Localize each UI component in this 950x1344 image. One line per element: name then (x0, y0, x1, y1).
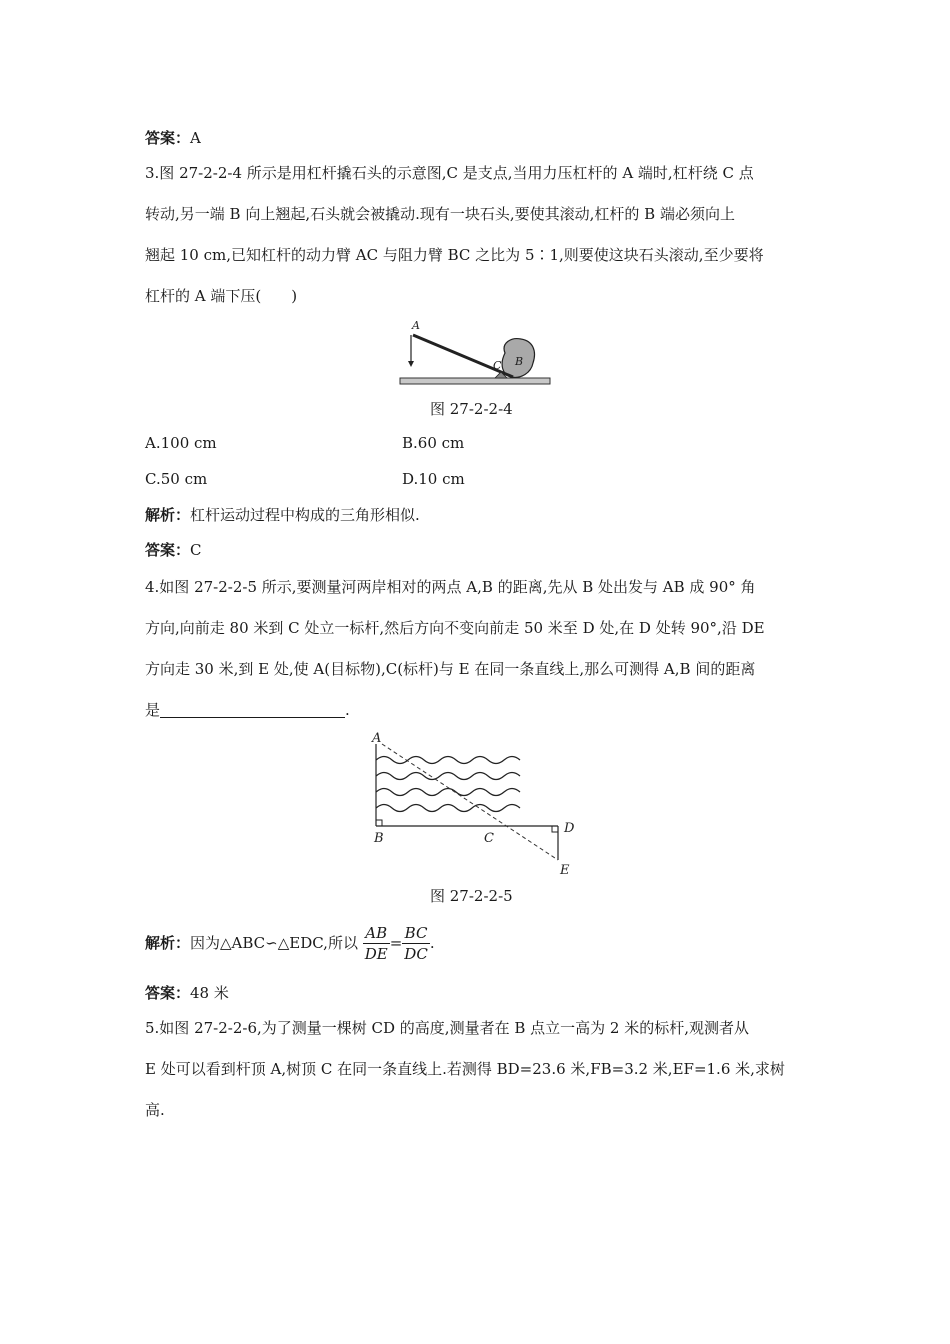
analysis-period: . (429, 934, 435, 952)
q3-analysis (145, 505, 420, 525)
fraction-ab-de-numerator: AB (363, 923, 390, 944)
force-arrowhead (408, 361, 414, 367)
ground (400, 378, 550, 384)
q3-analysis-text: 杠杆运动过程中构成的三角形相似. (190, 506, 420, 524)
q3-option-d: D.10 cm (402, 470, 465, 488)
q2-answer-label: 答案： (145, 129, 191, 147)
q4-analysis (145, 922, 435, 964)
river-figure (368, 730, 588, 878)
label-b: B (374, 831, 384, 846)
label-d: D (564, 821, 575, 836)
lever-figure (395, 315, 555, 390)
q4-analysis-text: 因为△ABC∽△EDC,所以 (190, 934, 358, 952)
label-b: B (515, 355, 524, 368)
q3-analysis-label: 解析： (145, 506, 191, 524)
q3-option-a: A.100 cm (145, 434, 217, 452)
fraction-bc-dc-numerator: BC (402, 923, 430, 944)
label-c: C (484, 831, 494, 846)
fraction-bc-dc-denominator: DC (404, 945, 428, 963)
fraction-ab-de-denominator: DE (364, 945, 388, 963)
equals-sign: = (389, 934, 403, 952)
answer-blank[interactable] (160, 701, 345, 718)
q4-line-4-prefix: 是 (145, 701, 161, 719)
q2-answer (145, 128, 201, 148)
q4-line-1: 4.如图 27-2-2-5 所示,要测量河两岸相对的两点 A,B 的距离,先从 B 处出发与 AB 成 90° 角 (145, 578, 756, 596)
label-a: A (372, 731, 382, 746)
q4-analysis-label: 解析： (145, 934, 191, 952)
q5-line-2: E 处可以看到杆顶 A,树顶 C 在同一条直线上.若测得 BD=23.6 米,FB=3.2 米,EF=1.6 米,求树 (145, 1060, 785, 1078)
right-angle-b (376, 820, 382, 826)
fraction-ab-de (363, 923, 390, 964)
q3-line-4: 杠杆的 A 端下压( ) (145, 287, 298, 305)
q4-line-2: 方向,向前走 80 米到 C 处立一标杆,然后方向不变向前走 50 米至 D 处,在 D 处转 90°,沿 DE (145, 619, 765, 637)
q3-answer-value: C (190, 541, 202, 559)
q4-figure-caption: 图 27-2-2-5 (430, 887, 513, 905)
label-a: A (412, 319, 420, 332)
right-angle-d (552, 826, 558, 832)
river-waves (376, 757, 520, 812)
q4-line-4 (145, 700, 350, 720)
q4-line-3: 方向走 30 米,到 E 处,使 A(目标物),C(标杆)与 E 在同一条直线上,那么可测得 A,B 间的距离 (145, 660, 756, 678)
fraction-bc-dc (402, 923, 430, 964)
q3-line-3: 翘起 10 cm,已知杠杆的动力臂 AC 与阻力臂 BC 之比为 5∶1,则要使这块石头滚动,至少要将 (145, 246, 764, 264)
q2-answer-value: A (190, 129, 201, 147)
q3-option-c: C.50 cm (145, 470, 208, 488)
q4-answer (145, 983, 229, 1003)
label-c: C (493, 359, 502, 372)
q5-line-1: 5.如图 27-2-2-6,为了测量一棵树 CD 的高度,测量者在 B 点立一高为 2 米的标杆,观测者从 (145, 1019, 749, 1037)
q3-figure-caption: 图 27-2-2-4 (430, 400, 513, 418)
q4-answer-label: 答案： (145, 984, 191, 1002)
q3-line-1: 3.图 27-2-2-4 所示是用杠杆撬石头的示意图,C 是支点,当用力压杠杆的 A 端时,杠杆绕 C 点 (145, 164, 754, 182)
q4-line-4-suffix: . (345, 701, 350, 719)
q3-line-2: 转动,另一端 B 向上翘起,石头就会被撬动.现有一块石头,要使其滚动,杠杆的 B 端必须向上 (145, 205, 735, 223)
label-e: E (560, 863, 570, 878)
q5-line-3: 高. (145, 1101, 165, 1119)
q3-answer-label: 答案： (145, 541, 191, 559)
q3-option-b: B.60 cm (402, 434, 465, 452)
q4-answer-value: 48 米 (190, 984, 229, 1002)
q3-answer (145, 540, 202, 560)
